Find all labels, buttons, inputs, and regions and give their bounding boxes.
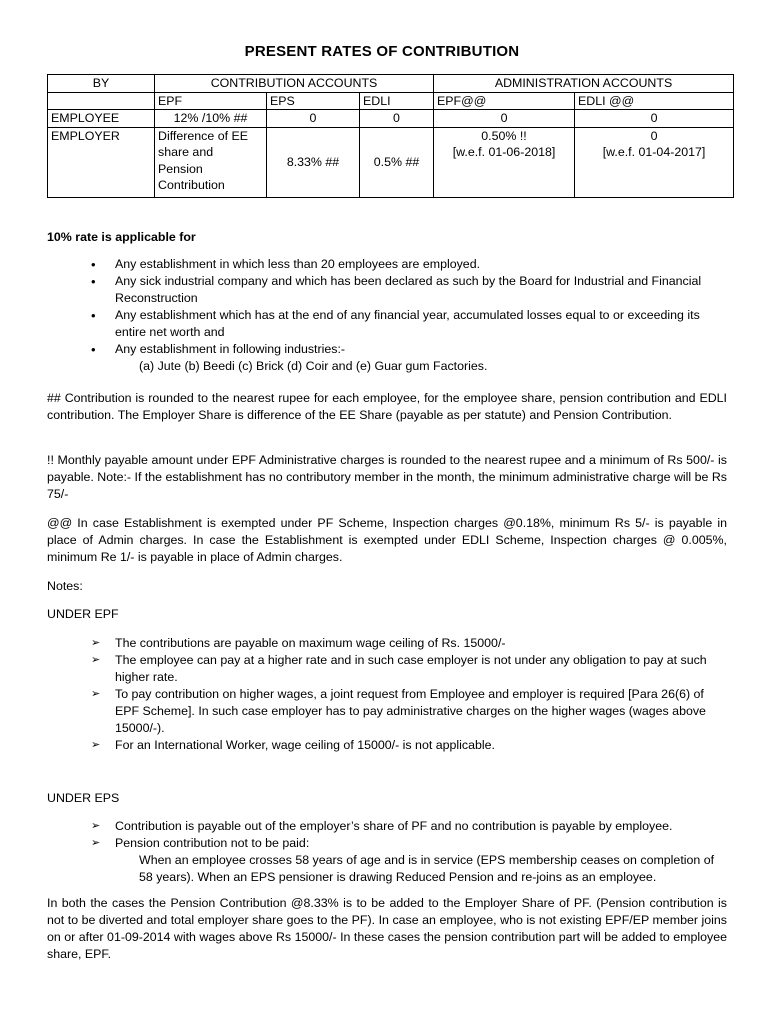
employer-edli-admin-rate: 0 (650, 128, 658, 143)
employee-epf: 12% /10% ## (155, 110, 267, 128)
list-item: ➢ The contributions are payable on maximum wage ceiling of Rs. 15000/- (91, 636, 506, 650)
rate10-heading: 10% rate is applicable for (47, 230, 196, 244)
note-admin-charges: !! Monthly payable amount under EPF Administrative charges is rounded to the nearest rupee and a minimum of Rs 500/- is payable. Note:- If the establishment has no contributory member in the month, the minimum administrative charge will be Rs 75/- (47, 453, 727, 501)
table-subheader-row (48, 92, 734, 110)
contribution-rates-table (47, 74, 734, 198)
rate10-section (47, 229, 727, 375)
list-item: • Any sick industrial company and which has been declared as such by the Board for Industrial and Financial Reconstruction (47, 273, 727, 307)
industries-line: (a) Jute (b) Beedi (c) Brick (d) Coir and (e) Guar gum Factories. (139, 359, 488, 373)
header-administration-accounts: ADMINISTRATION ACCOUNTS (434, 75, 734, 93)
arrow-bullet-icon: ➢ (91, 820, 101, 832)
employer-epf: Difference of EE share and Pension Contribution (155, 127, 267, 197)
list-item: ➢ For an International Worker, wage ceiling of 15000/- is not applicable. (91, 738, 495, 752)
under-eps-section (47, 790, 727, 886)
employer-epf-admin-rate: 0.50% !! (481, 128, 527, 143)
row-label-employer: EMPLOYER (48, 127, 155, 197)
employee-edli-admin: 0 (575, 110, 734, 128)
arrow-bullet-icon: ➢ (91, 688, 101, 700)
list-item: ➢ Contribution is payable out of the employer’s share of PF and no contribution is payable by employee. (91, 819, 673, 833)
eps-sub-paragraph: When an employee crosses 58 years of age and is in service (EPS membership ceases on completion of 58 years). When an EPS pensioner is drawing Reduced Pension and re-joins as an employee. (139, 853, 715, 884)
employer-edli: 0.5% ## (360, 127, 434, 197)
header-eps: EPS (267, 92, 360, 110)
page-title: PRESENT RATES OF CONTRIBUTION (244, 43, 520, 60)
employer-epf-admin-date: [w.e.f. 01-06-2018] (452, 145, 556, 159)
employee-edli: 0 (360, 110, 434, 128)
list-item: • Any establishment in following industries:- (47, 341, 727, 358)
employee-eps: 0 (267, 110, 360, 128)
header-by: BY (48, 75, 155, 93)
list-item: ➢ To pay contribution on higher wages, a joint request from Employee and employer is required [Para 26(6) of EPF Scheme]. In such case employer has to pay administrative charges on the higher wages (wages above 15000/-). (91, 687, 706, 735)
under-eps-heading: UNDER EPS (47, 791, 120, 805)
arrow-bullet-icon: ➢ (91, 739, 101, 751)
header-epf: EPF (155, 92, 267, 110)
table-row-employee (48, 110, 734, 128)
rate10-list (47, 256, 727, 358)
list-item: ➢ Pension contribution not to be paid: (91, 836, 310, 850)
under-epf-list (47, 635, 727, 754)
table-row-employer (48, 127, 734, 197)
list-item: ➢ The employee can pay at a higher rate and in such case employer is not under any obligation to pay at such higher rate. (91, 653, 707, 684)
header-edli-admin: EDLI @@ (575, 92, 734, 110)
arrow-bullet-icon: ➢ (91, 637, 101, 649)
final-paragraph: In both the cases the Pension Contribution @8.33% is to be added to the Employer Share of PF. (Pension contribution is not to be diverted and total employer share goes to the PF). In case an employee, who is not existing EPF/EP member joins on or after 01-09-2014 with wages above Rs 15000/- In these cases the pension contribution part will be added to employee share, EPF. (47, 896, 727, 961)
under-epf-heading: UNDER EPF (47, 607, 119, 621)
row-label-employee: EMPLOYEE (48, 110, 155, 128)
header-contribution-accounts: CONTRIBUTION ACCOUNTS (155, 75, 434, 93)
notes-label: Notes: (47, 579, 83, 593)
arrow-bullet-icon: ➢ (91, 837, 101, 849)
header-edli: EDLI (360, 92, 434, 110)
list-item: • Any establishment which has at the end of any financial year, accumulated losses equal to or exceeding its entire net worth and (47, 307, 727, 341)
under-eps-list (47, 818, 727, 852)
employer-edli-admin-date: [w.e.f. 01-04-2017] (602, 145, 706, 159)
employer-epf-admin (434, 127, 575, 197)
header-epf-admin: EPF@@ (434, 92, 575, 110)
note-hash: ## Contribution is rounded to the nearest rupee for each employee, for the employee share, pension contribution and EDLI contribution. The Employer Share is difference of the EE Share (payable as per statute) and Pension Contribution. (47, 391, 727, 422)
employee-epf-admin: 0 (434, 110, 575, 128)
employer-edli-admin (575, 127, 734, 197)
table-header-row (48, 75, 734, 93)
arrow-bullet-icon: ➢ (91, 654, 101, 666)
list-item: • Any establishment in which less than 20 employees are employed. (47, 256, 727, 273)
employer-eps: 8.33% ## (267, 127, 360, 197)
note-exempted: @@ In case Establishment is exempted under PF Scheme, Inspection charges @0.18%, minimum Rs 5/- is payable in place of Admin charges. In case the Establishment is exempted under EDLI Scheme, Inspection charges @ 0.005%, minimum Re 1/- is payable in place of Admin charges. (47, 516, 727, 564)
under-epf-section (47, 606, 727, 754)
